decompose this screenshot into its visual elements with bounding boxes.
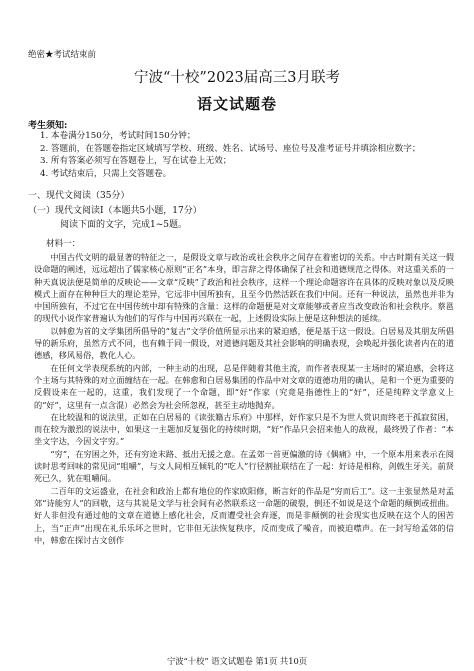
confidential-mark: 绝密★考试结束前 xyxy=(28,50,97,60)
paragraph: 二百年的文运盛业，在社会和政治上都有地位的作家欧阳修，断言好的作品是“穷而后工”。这一主张显然是对孟郊“诗能穷人”的回敬，这与其说是文学与社会间有必然联系这一命题的破裂，倒还不如说是这个命题的颠倒或扭曲。好人非但没有通过他的文章在道德上感化社会，反而遭受社会弃逐，而是非颠倒的社会现实也反映在这个人的困苦上，当“正声”出现在礼乐乐坏之世时，它非但无法恢复秩序，反而变成了噪音，而被迫噤声。在一封写给孟郊的信中，韩愈在探讨古文创作 xyxy=(34,485,454,545)
section-heading: 一、现代文阅读（35分） xyxy=(28,191,130,201)
subsection-heading: （一）现代文阅读Ⅰ（本题共5小题，17分） xyxy=(28,206,202,216)
paragraph: 以韩愈为首的文学集团所倡导的“复古”文学价值所显示出来的紧迫感，便是基于这一假设。白居易及其朋友所倡导的新乐府，虽然方式不同，也有赖于同一假设，对道德问题及其社会影响的明确表现，会唤起并强化读者内在的道德感，移风易俗，教化人心。 xyxy=(34,325,454,361)
material-label: 材料一： xyxy=(46,239,81,249)
paragraph: 在任何文学表现系统的内部，一种主动的出现，总是伴随着其他主流，而作者表现某一主场时的紧迫感，会将这个主场与其特殊的对立面缠结在一起。在韩愈和白居易集团的作品中对文章的道德功用的确认，是和一个更为重要的反假设来在一起的，这重，我们发现了一个命题，即“好”作家（究竟是指德性上的“好”，还是纯粹文学意义上的“好”，这里有一点含混）必然会为社会所忽视，甚至主动地抛弃。 xyxy=(34,362,454,410)
notice-item: 4. 考试结束后，只需上交答题卷。 xyxy=(40,168,172,179)
notice-item: 3. 所有答案必须写在答题卷上，写在试卷上无效； xyxy=(40,156,232,167)
notice-item: 1. 本卷满分150分，考试时间150分钟； xyxy=(40,131,196,141)
reading-instruction: 阅读下面的文字，完成1~5题。 xyxy=(60,220,187,230)
notice-item: 2. 答题前，在答题卷指定区域填写学校、班级、姓名、试场号、座位号及准考证号并填涂相应数字； xyxy=(40,143,421,154)
page-footer: 宁波“十校” 语文试题卷 第1页 共10页 xyxy=(166,656,308,666)
paragraph: 中国古代文明的最显著的特征之一，是假设文章与政治或社会秩序之间存在着密切的关系。中古时期有关这一假设命题的阐述，远远超出了儒家核心原则“正名”本身，即言辞之得体确保了社会和道德规范之得体。对这重关系的一种天真说法便是简单的反映论——文章“反映”了政治和社会秩序，这样一个理论命题容许在具体的反映对象以及反映模式上面存在种种巨大的理论差异，它远非中国所独有，且至今仍然活跃在我们中间。还有一种说法，虽然也并非为中国所独有，不过它在中国传统中却有特殊的含量：这样的命题便是对文章能够或者应当改变政治和社会秩序。蔡邕的现代小说作家普遍认为他们的写作与中国再兴联在一起，上述假设实际上便是这种想法的延续。 xyxy=(34,252,454,324)
exam-subtitle: 语文试题卷 xyxy=(196,95,277,113)
article-body xyxy=(34,251,454,546)
exam-title: 宁波“十校”2023届高三3月联考 xyxy=(134,70,340,86)
notice-list xyxy=(36,130,456,180)
paragraph: “穷”，在穷困之外，还有穷途末路、抵出无援之意。在孟郊一首更偏激的诗《偶痛》中，一个原本用来表示在阅读时思考回味的常见词“咀嚼”，与文人间相互倾轧的“吃人”行径割扯联结在了一起：好诗是相称，剑戟生牙关。前贤死已久，犹在咀嚼间。 xyxy=(34,448,454,484)
paragraph: 在比较温和的说法里，正如在白居易的《读张籍古乐府》中那样，好作家只是不为世人赏识而终老于孤寂贫困，而在较为激烈的说法中，如果这一主题加反复强化的持续时期，“好”作品只会招来他人的敌视，最终毁了作者：“本坐文字达，今因文字穷。” xyxy=(34,411,454,447)
notice-heading: 考生须知: xyxy=(28,121,68,131)
